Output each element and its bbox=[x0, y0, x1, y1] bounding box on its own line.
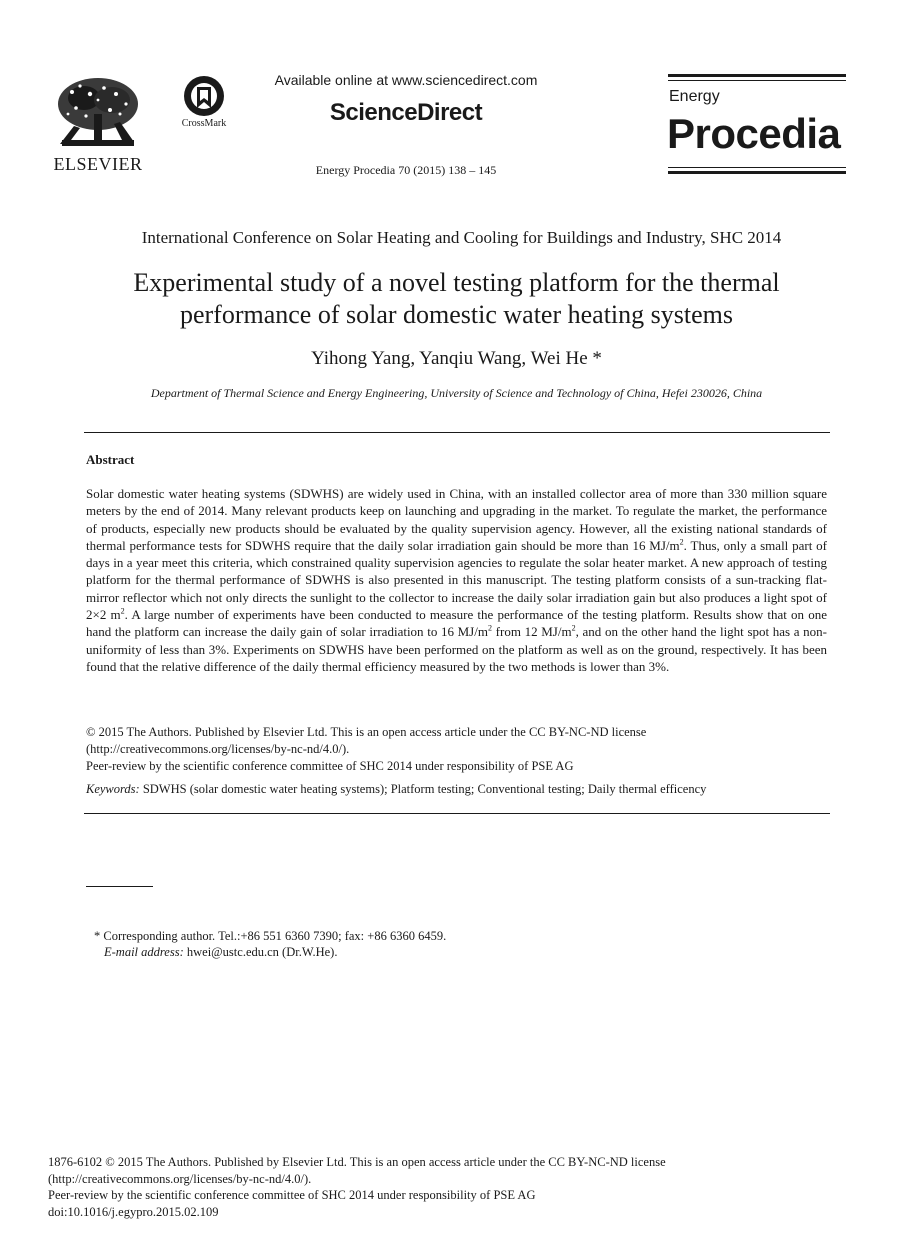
keywords bbox=[86, 782, 827, 797]
superscript: 2 bbox=[679, 537, 684, 547]
abstract-segment: . A large number of experiments have been conducted to measure the performance of the testing platform. Results show that on one hand the platform can increase the daily gain of solar irradiation to 16 MJ/m bbox=[86, 607, 827, 640]
logo-rule bbox=[668, 74, 846, 77]
keywords-list: SDWHS (solar domestic water heating systems); Platform testing; Conventional testing; Daily thermal efficency bbox=[139, 782, 707, 796]
elsevier-wordmark: ELSEVIER bbox=[53, 154, 143, 174]
license-link[interactable]: (http://creativecommons.org/licenses/by-nc-nd/4.0/). bbox=[86, 742, 350, 756]
abstract-heading: Abstract bbox=[86, 452, 135, 467]
doi[interactable]: doi:10.1016/j.egypro.2015.02.109 bbox=[48, 1204, 219, 1219]
peer-review-note: Peer-review by the scientific conference committee of SHC 2014 under responsibility of PSE AG bbox=[86, 759, 574, 773]
abstract-segment: . Thus, only a small part of days in a year meet this criteria, which constrained quality supervision agencies to regulate the solar heater market. A new approach of testing platform for the thermal performance of SDWHS is also presented in this manuscript. The testing platform consists of a sun-tracking flat-mirror reflector which not only directs the sunlight to the collector to increase the daily solar irradiation gain but also produces a light spot of 2×2 m bbox=[86, 537, 827, 623]
keywords-label: Keywords: bbox=[86, 782, 140, 796]
footer-peer-review: Peer-review by the scientific conference committee of SHC 2014 under responsibility of PSE AG bbox=[48, 1188, 536, 1202]
footer-license-link[interactable]: (http://creativecommons.org/licenses/by-nc-nd/4.0/). bbox=[48, 1171, 312, 1186]
energy-procedia-logo[interactable] bbox=[668, 74, 848, 178]
abstract-text bbox=[86, 485, 827, 675]
logo-rule bbox=[668, 167, 846, 168]
superscript: 2 bbox=[120, 606, 125, 616]
author-affiliation: Department of Thermal Science and Energy Engineering, University of Science and Technology of China, Hefei 230026, China bbox=[150, 386, 763, 400]
email-line bbox=[94, 944, 794, 960]
email-address[interactable]: hwei@ustc.edu.cn (Dr.W.He). bbox=[183, 945, 338, 959]
license-statement bbox=[86, 724, 827, 775]
available-online[interactable]: Available online at www.sciencedirect.com bbox=[274, 72, 538, 88]
abstract-segment: Solar domestic water heating systems (SDWHS) are widely used in China, with an installed collector area of more than 330 million square meters by the end of 2014. Many relevant products keep on launching and upgrading in the market. To regulate the market, the performance of products, especially new products should be evaluated by the quality supervision agency. However, all the existing national standards of thermal performance tests for SDWHS require that the daily solar irradiation gain should be more than 16 MJ/m bbox=[86, 486, 827, 553]
journal-logo-procedia: Procedia bbox=[667, 110, 841, 157]
corresponding-author-footnote bbox=[94, 928, 794, 960]
author-list: Yihong Yang, Yanqiu Wang, Wei He * bbox=[311, 348, 602, 369]
crossmark-icon bbox=[172, 74, 236, 118]
elsevier-tree-icon bbox=[54, 74, 142, 152]
abstract-segment: , and on the other hand the light spot has a non-uniformity of less than 3%. Experiments on SDWHS have been performed on the platform as well as on the ground, respectively. It has been found that the relative difference of the daily thermal efficiency measured by the two methods is lower than 3%. bbox=[86, 624, 827, 674]
elsevier-logo[interactable] bbox=[50, 74, 146, 176]
paper-title: Experimental study of a novel testing platform for the thermal performance of solar domestic water heating systems bbox=[133, 268, 780, 329]
crossmark-label: CrossMark bbox=[181, 118, 227, 129]
logo-rule bbox=[668, 80, 846, 81]
journal-logo-energy: Energy bbox=[669, 88, 720, 105]
issn-copyright: 1876-6102 © 2015 The Authors. Published by Elsevier Ltd. This is an open access article under the CC BY-NC-ND license bbox=[48, 1155, 666, 1169]
crossmark-badge[interactable] bbox=[172, 74, 236, 134]
superscript: 2 bbox=[487, 624, 493, 634]
copyright-footer bbox=[48, 1154, 808, 1220]
section-divider bbox=[84, 432, 830, 433]
logo-rule bbox=[668, 171, 846, 174]
email-label: E-mail address: bbox=[104, 945, 184, 959]
superscript: 2 bbox=[571, 624, 576, 634]
footnote-divider bbox=[86, 886, 153, 887]
conference-name: International Conference on Solar Heating and Cooling for Buildings and Industry, SHC 2014 bbox=[141, 228, 782, 247]
journal-citation: Energy Procedia 70 (2015) 138 – 145 bbox=[315, 163, 497, 177]
sciencedirect-logo[interactable]: ScienceDirect bbox=[329, 99, 483, 126]
license-line: © 2015 The Authors. Published by Elsevier Ltd. This is an open access article under the CC BY-NC-ND license bbox=[86, 725, 647, 739]
abstract-segment: from 12 MJ/m bbox=[492, 624, 572, 640]
corresponding-author: * Corresponding author. Tel.:+86 551 6360 7390; fax: +86 6360 6459. bbox=[94, 929, 447, 943]
section-divider bbox=[84, 813, 830, 814]
